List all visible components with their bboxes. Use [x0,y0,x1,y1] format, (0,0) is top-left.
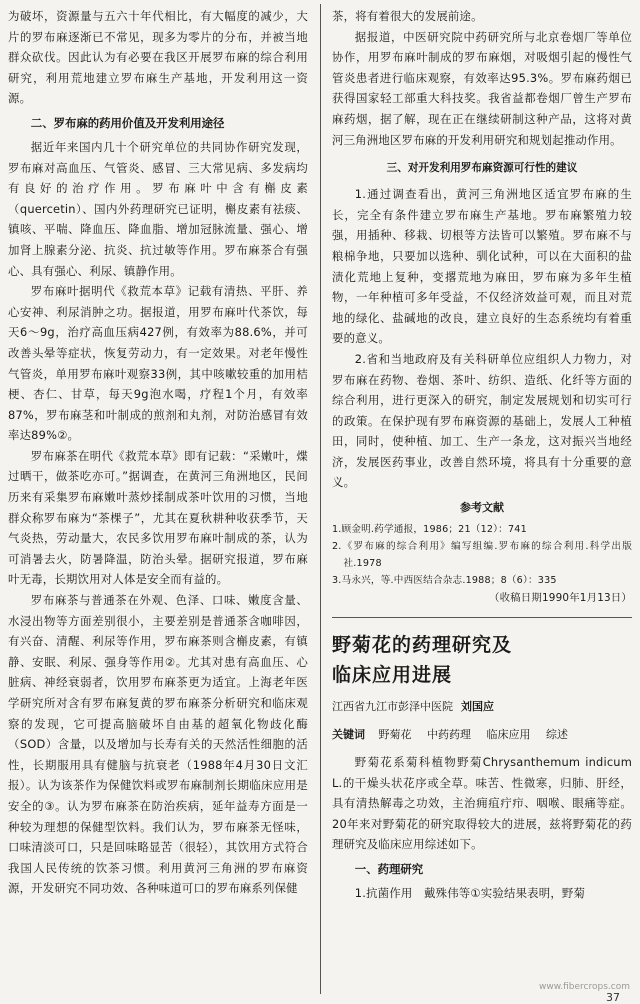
section-heading: 一、药理研究 [354,862,424,877]
author-name: 刘国应 [461,700,494,714]
paragraph: 据近年来国内几十个研究单位的共同协作研究发现，罗布麻对高血压、气管炎、感冒、三大常见病、多发病均有良好的治疗作用。罗布麻叶中含有槲皮素（quercetin）、国内外药理研究已证明，槲皮素有祛痰、镇咳、平喘、降血压、降血脂、增加冠脉流量、强心、增加肾上腺素分泌、抗炎、抗过敏等作用。罗布麻茶合有强心、具有强心、利尿、镇静作用。 [8,139,308,278]
affiliation: 江西省九江市彭泽中医院 [332,700,453,714]
keyword: 中药药理 [427,728,471,742]
paragraph: 为破坏，资源量与五六十年代相比，有大幅度的减少，大片的罗布麻逐渐已不常见，现多为零片的分布，并被当地群众砍伐。因此认为有必要在我区开展罗布麻的综合利用研究，利用荒地建立罗布麻生产基地，开发利用这一资源。 [8,9,308,106]
reference-item: 2.《罗布麻的综合利用》编写组编.罗布麻的综合利用.科学出版社.1978 [332,541,632,570]
paragraph: 罗布麻叶据明代《救荒本草》记载有清热、平肝、养心安神、利尿消肿之功。据报道，用罗布麻叶代茶饮，每天6～9g，治疗高血压病427例，有效率为88.6%，并可改善头晕等症状，恢复劳动力，有一定效果。对老年慢性气管炎，单用罗布麻叶观察33例，其中咳嗽较重的加用桔梗、杏仁、甘草，每天9g泡水喝，疗程1个月，有效率87%，罗布麻茎和叶制成的煎剂和丸剂，对防治感冒有效率达89%②。 [8,284,308,443]
section-rule [332,617,632,618]
keywords-label: 关键词 [332,728,365,742]
page-number: 37 [606,991,620,1004]
keywords [332,724,632,746]
paragraph: 野菊花系菊科植物野菊Chrysanthemum indicum L.的干燥头状花序或全草。味苦、性微寒，归肺、肝经，具有清热解毒之功效，主治痈疽疔疖、咽喉、眼痛等症。20年来对野菊花的研究取得较大的进展，兹将野菊花的药理研究及临床应用综述如下。 [332,755,632,852]
keyword: 临床应用 [486,728,531,742]
paragraph: 2.省和当地政府及有关科研单位应组织人力物力，对罗布麻在药物、卷烟、茶叶、纺织、造纸、化纤等方面的综合利用，进行更深入的研究，制定发展规划和切实可行的政策。在保护现有罗布麻资源的基础上，发展人工种植田，同时，使种植、加工、生产一条龙，这对振兴当地经济，发展医药事业，改善自然环境，将具有十分重要的意义。 [332,351,632,490]
column-divider [320,4,321,994]
paragraph: 1.抗菌作用 戴殊伟等①实验结果表明，野菊 [354,886,586,901]
article-title: 野菊花的药理研究及 [332,634,513,657]
references-title: 参考文献 [460,501,504,515]
section-heading: 三、对开发利用罗布麻资源可行性的建议 [386,162,578,175]
paragraph: 罗布麻茶在明代《救荒本草》即有记载：“采嫩叶，煠过晒干，做茶吃亦可。”据调查，在黄河三角洲地区，民间历来有采集罗布麻嫩叶蒸炒揉制成茶叶饮用的习惯，当地群众称罗布麻为“茶棵子”，尤其在夏秋耕种收获季节，天气炎热，劳动量大，农民多饮用罗布麻叶制成的茶，认为可消暑去火，防暑降温，防治头晕。据研究报道，罗布麻叶无毒，长期饮用对人体是安全而有益的。 [8,448,308,587]
paragraph: 据报道，中医研究院中药研究所与北京卷烟厂等单位协作，用罗布麻叶制成的罗布麻烟，对吸烟引起的慢性气管炎患者进行临床观察，有效率达95.3%。罗布麻药烟已获得国家轻工部重大科技奖。我省益都卷烟厂曾生产罗布麻药烟，据了解，现在正在继续研制这种产品，这将对黄河三角洲地区罗布麻的开发利用研究和规划起推动作用。 [332,29,632,147]
received-date: （收稿日期1990年1月13日） [489,592,632,605]
paragraph: 1.通过调查看出，黄河三角洲地区适宜罗布麻的生长，完全有条件建立罗布麻生产基地。罗布麻繁殖力较强，用插种、移栽、切根等方法皆可以繁殖。罗布麻不与粮棉争地，只要加以选种、驯化试种，可以在大面积的盐渍化荒地上复种，变撂荒地为麻田，罗布麻为多年生植物，一年种植可多年受益，不仅经济效益可观，而且对荒地的绿化、盐碱地的改良，建立良好的生态系统均有着重要的意义。 [332,187,632,346]
left-column [8,6,308,899]
reference-item: 3.马永兴，等.中西医结合杂志.1988；8（6）：335 [332,575,557,587]
right-column [332,6,632,904]
watermark: www.fibercrops.com [539,982,630,992]
section-heading: 二、罗布麻的药用价值及开发利用途径 [30,115,225,130]
keyword: 综述 [546,728,568,742]
paragraph: 茶，将有着很大的发展前途。 [332,9,483,23]
keyword: 野菊花 [378,728,412,742]
paragraph: 罗布麻茶与普通茶在外观、色泽、口味、嫩度含量、水浸出物等方面差别很小，主要差别是普通茶含咖啡因，有兴奋、清醒、利尿等作用，罗布麻茶则含槲皮素，有镇静、安眠、利尿、强身等作用②。尤其对患有高血压、心脏病、神经衰弱者，饮用罗布麻茶更为适宜。上海老年医学研究所对含有罗布麻复黄的罗布麻茶分析研究和临床观察的发现，它可提高脑破坏自由基的超氧化物歧化酶（SOD）含量，以及增加与长寿有关的天然活性细胞的活性，长期服用具有健脑与抗衰老（1988年4月30日文汇报）。认为该茶作为保健饮料或罗布麻制剂长期临床应用是安全的③。认为罗布麻茶在防治疾病，延年益寿方面是一种较为理想的保健型饮料。我们认为，罗布麻茶无怪味，口味清淡可口，只是回味略显苦（很轻），其饮用方式符合我国人民传统的饮茶习惯。利用黄河三角洲的罗布麻资源，开发研究不同功效、各种味道可口的罗布麻系列保健 [8,593,308,896]
author-line [332,696,632,718]
reference-item: 1.顾金明.药学通报，1986；21（12）：741 [332,524,527,536]
article-title: 临床应用进展 [332,664,453,687]
